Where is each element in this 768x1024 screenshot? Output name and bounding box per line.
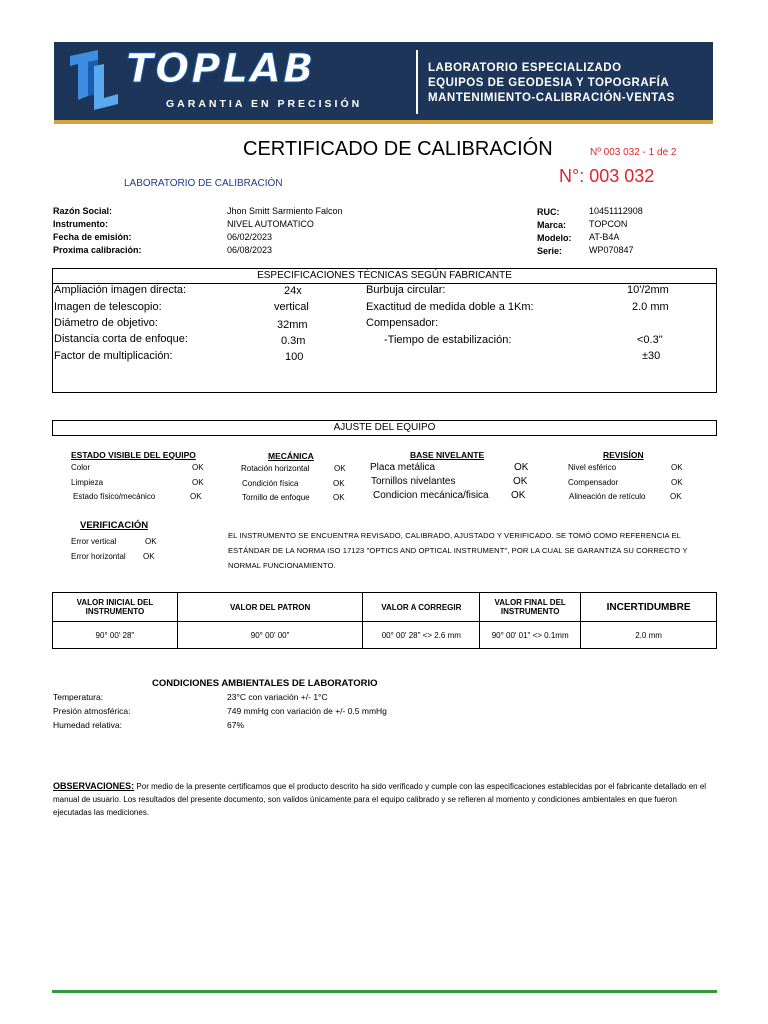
- spec-value: 100: [285, 351, 304, 363]
- info-value-razon: Jhon Smitt Sarmiento Falcon: [227, 206, 343, 216]
- specs-title: ESPECIFICACIONES TÉCNICAS SEGÚN FABRICANTE: [53, 269, 716, 284]
- verificacion-heading: VERIFICACIÓN: [80, 520, 149, 531]
- spec-label: Burbuja circular:: [366, 284, 446, 296]
- estado-row-value: OK: [192, 478, 204, 487]
- conditions-value: 749 mmHg con variación de +/- 0.5 mmHg: [227, 706, 387, 716]
- header-banner: [54, 42, 713, 124]
- mecanica-row-label: Tornillo de enfoque: [242, 493, 310, 502]
- estado-row-label: Color: [71, 463, 91, 472]
- revision-row-value: OK: [671, 478, 683, 487]
- banner-line-2: EQUIPOS DE GEODESIA Y TOPOGRAFÍA: [428, 77, 670, 89]
- info-label-fecha-emision: Fecha de emisión:: [53, 232, 132, 242]
- revision-row-label: Nivel esférico: [568, 463, 617, 472]
- conditions-value: 67%: [227, 720, 245, 730]
- spec-label: Factor de multiplicación:: [54, 350, 173, 362]
- results-cell: 2.0 mm: [581, 622, 717, 649]
- toplab-logo-icon: [68, 50, 120, 112]
- spec-value: 10'/2mm: [627, 284, 669, 296]
- verificacion-row-value: OK: [145, 537, 157, 546]
- results-header-cell: VALOR A CORREGIR: [363, 593, 480, 622]
- results-header-cell: VALOR INICIAL DEL INSTRUMENTO: [53, 593, 178, 622]
- verification-statement: EL INSTRUMENTO SE ENCUENTRA REVISADO, CALIBRADO, AJUSTADO Y VERIFICADO. SE TOMÓ COMO REFERENCIA EL ESTÁNDAR DE LA NORMA ISO 17123 "OPTICS AND OPTICAL INSTRUMENT", POR LA CUAL SE GARANTIZA SU CORRECTO Y NORMAL FUNCIONAMIENTO.: [228, 531, 688, 570]
- results-header-cell: INCERTIDUMBRE: [581, 593, 717, 622]
- info-value-instrumento: NIVEL AUTOMATICO: [227, 219, 314, 229]
- spec-label: Imagen de telescopio:: [54, 301, 162, 313]
- estado-heading: ESTADO VISIBLE DEL EQUIPO: [71, 450, 196, 460]
- document-title: CERTIFICADO DE CALIBRACIÓN: [243, 138, 553, 160]
- mecanica-row-label: Rotación horizontal: [241, 464, 310, 473]
- spec-label: Distancia corta de enfoque:: [54, 333, 188, 345]
- revision-row-label: Compensador: [568, 478, 619, 487]
- brand-tagline: GARANTIA EN PRECISIÓN: [166, 98, 363, 110]
- info-value-modelo: AT-B4A: [589, 232, 620, 242]
- spec-value: <0.3": [637, 334, 663, 346]
- results-table: [52, 592, 717, 649]
- base-row-label: Condicion mecánica/fisica: [373, 490, 489, 501]
- revision-row-label: Alineación de retículo: [569, 492, 646, 501]
- info-label-marca: Marca:: [537, 220, 567, 230]
- base-row-value: OK: [511, 490, 526, 501]
- info-label-instrumento: Instrumento:: [53, 219, 108, 229]
- mecanica-row-label: Condición física: [242, 479, 299, 488]
- mecanica-heading: MECÁNICA: [268, 451, 314, 461]
- banner-line-1: LABORATORIO ESPECIALIZADO: [428, 62, 622, 74]
- certificate-reference: Nº 003 032 - 1 de 2: [590, 147, 677, 158]
- revision-heading: REVISÍON: [603, 450, 644, 460]
- verificacion-row-value: OK: [143, 552, 155, 561]
- info-value-fecha-emision: 06/02/2023: [227, 232, 273, 242]
- conditions-label: Presión atmosférica:: [53, 706, 131, 716]
- conditions-title: CONDICIONES AMBIENTALES DE LABORATORIO: [152, 678, 378, 689]
- base-row-label: Placa metálica: [370, 462, 436, 473]
- footer-line: [52, 990, 717, 993]
- ajuste-title: AJUSTE DEL EQUIPO: [52, 420, 717, 436]
- results-cell: 90° 00' 00": [177, 622, 363, 649]
- spec-value: 32mm: [277, 319, 308, 331]
- base-heading: BASE NIVELANTE: [410, 450, 485, 460]
- info-label-serie: Serie:: [537, 246, 563, 256]
- banner-line-3: MANTENIMIENTO-CALIBRACIÓN-VENTAS: [428, 92, 675, 104]
- certificate-number: N°: 003 032: [559, 166, 655, 186]
- brand-name: TOPLAB: [126, 46, 316, 92]
- spec-label: Ampliación imagen directa:: [54, 284, 187, 296]
- mecanica-row-value: OK: [333, 493, 345, 502]
- observations-text: Por medio de la presente certificamos que el producto descrito ha sido verificado y cumple con las especificaciones establecidas por el fabricante detallado en el manual de usuario. Los resultados del presente documento, son validos únicamente para el equipo calibrado y se refieren al momento y condiciones ambientales en que fueron ejecutadas las mediciones.: [53, 782, 707, 817]
- mecanica-row-value: OK: [333, 479, 345, 488]
- estado-row-value: OK: [192, 463, 204, 472]
- info-label-ruc: RUC:: [537, 207, 560, 217]
- results-row: [53, 622, 717, 649]
- lab-subtitle: LABORATORIO DE CALIBRACIÓN: [124, 178, 283, 189]
- results-header-row: [53, 593, 717, 622]
- results-cell: 00° 00' 28" <> 2.6 mm: [363, 622, 480, 649]
- verificacion-row-label: Error vertical: [71, 537, 117, 546]
- conditions-label: Temperatura:: [53, 692, 104, 702]
- info-value-proxima: 06/08/2023: [227, 245, 273, 255]
- info-value-ruc: 10451112908: [589, 206, 643, 216]
- results-cell: 90° 00' 01" <> 0.1mm: [480, 622, 581, 649]
- spec-label: Diámetro de objetivo:: [54, 317, 158, 329]
- spec-value: 2.0 mm: [632, 301, 669, 313]
- info-label-modelo: Modelo:: [537, 233, 572, 243]
- info-label-razon: Razón Social:: [53, 206, 113, 216]
- base-row-label: Tornillos nivelantes: [371, 476, 456, 487]
- banner-divider: [416, 50, 418, 114]
- results-cell: 90° 00' 28": [53, 622, 178, 649]
- spec-label: Exactitud de medida doble a 1Km:: [366, 301, 534, 313]
- info-value-serie: WP070847: [589, 245, 634, 255]
- base-row-value: OK: [514, 462, 529, 473]
- estado-row-value: OK: [190, 492, 202, 501]
- results-header-cell: VALOR DEL PATRON: [177, 593, 363, 622]
- spec-value: 24x: [284, 285, 302, 297]
- results-header-cell: VALOR FINAL DEL INSTRUMENTO: [480, 593, 581, 622]
- spec-label: Compensador:: [366, 317, 439, 329]
- base-row-value: OK: [513, 476, 528, 487]
- conditions-value: 23°C con variación +/- 1°C: [227, 692, 328, 702]
- spec-value: ±30: [642, 350, 661, 362]
- info-value-marca: TOPCON: [589, 219, 628, 229]
- spec-label: -Tiempo de estabilización:: [384, 334, 512, 346]
- spec-value: vertical: [274, 301, 309, 313]
- revision-row-value: OK: [670, 492, 682, 501]
- revision-row-value: OK: [671, 463, 683, 472]
- estado-row-label: Limpieza: [71, 478, 104, 487]
- info-label-proxima: Proxima calibración:: [53, 245, 142, 255]
- verificacion-row-label: Error horizontal: [71, 552, 126, 561]
- mecanica-row-value: OK: [334, 464, 346, 473]
- observations-label: OBSERVACIONES:: [53, 781, 135, 791]
- estado-row-label: Estado físico/mecánico: [73, 492, 156, 501]
- observations: [53, 780, 717, 819]
- spec-value: 0.3m: [281, 335, 306, 347]
- conditions-label: Humedad relativa:: [53, 720, 122, 730]
